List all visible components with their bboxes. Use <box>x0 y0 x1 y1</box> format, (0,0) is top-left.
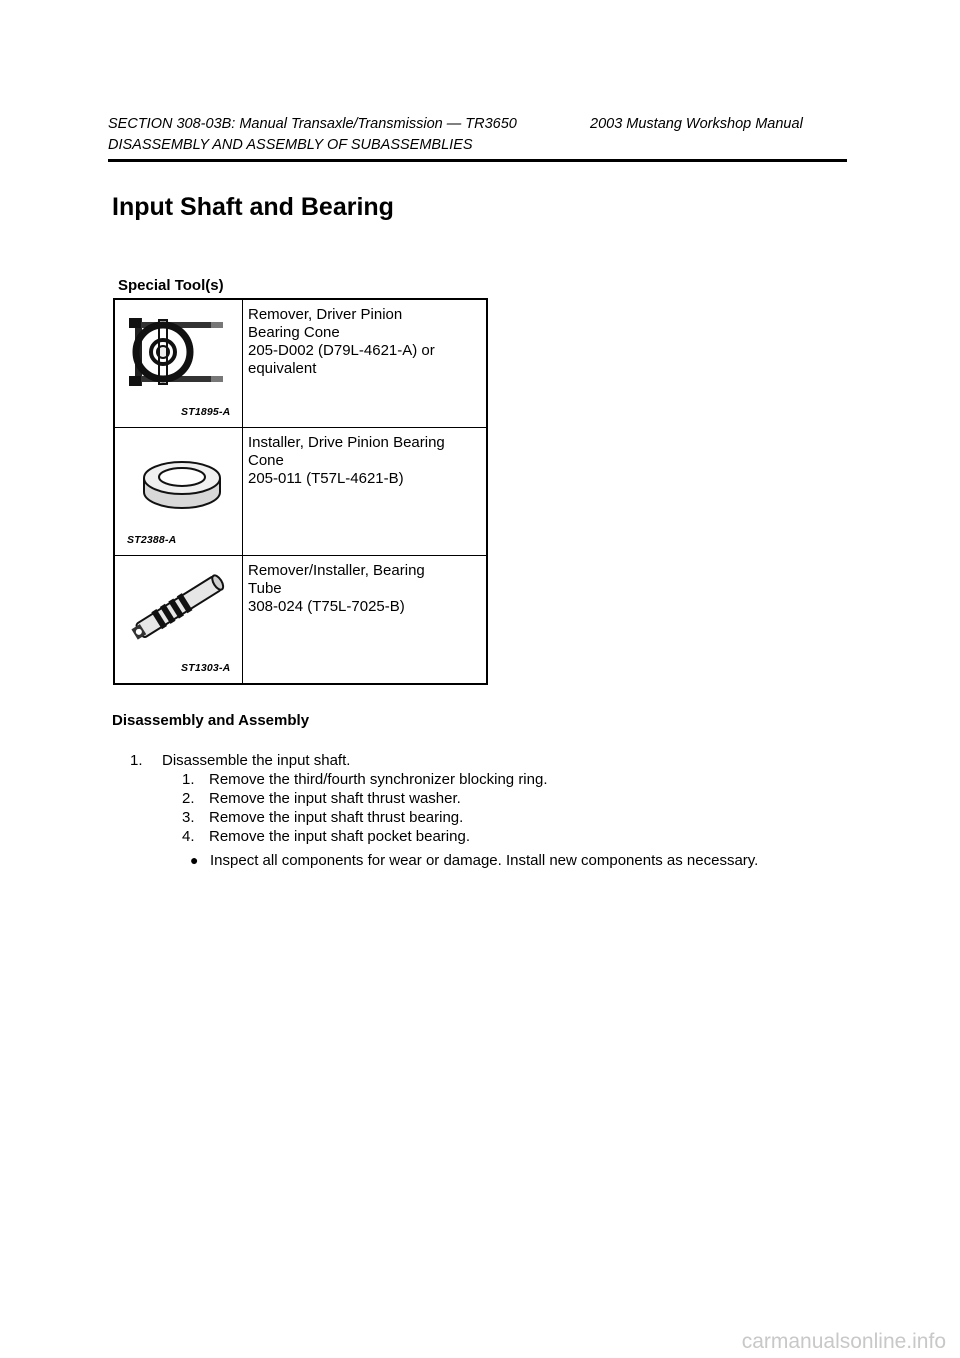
substep-number: 4. <box>182 828 195 845</box>
tool-line: 205-011 (T57L-4621-B) <box>248 470 404 487</box>
header-section: SECTION 308-03B: Manual Transaxle/Transmission — TR3650 <box>108 116 517 132</box>
tool-image-cell <box>114 556 243 685</box>
tool-description <box>243 299 488 428</box>
substep-item <box>182 827 758 846</box>
tool-description <box>243 428 488 556</box>
special-tools-heading: Special Tool(s) <box>118 277 224 294</box>
substep-text: Remove the input shaft pocket bearing. <box>209 828 470 845</box>
substep-item <box>182 770 758 789</box>
special-tools-table <box>113 298 488 685</box>
substep-item <box>182 789 758 808</box>
tool-row <box>114 428 487 556</box>
note-text: Inspect all components for wear or damage. Install new components as necessary. <box>210 852 759 869</box>
substep-number: 3. <box>182 809 195 826</box>
procedure-heading: Disassembly and Assembly <box>112 712 310 729</box>
substep-text: Remove the third/fourth synchronizer blocking ring. <box>209 771 548 788</box>
substep-number: 1. <box>182 771 195 788</box>
step-item <box>130 751 758 770</box>
substep-number: 2. <box>182 790 195 807</box>
tool-image-cell <box>114 299 243 428</box>
tool-line: 205-D002 (D79L-4621-A) or <box>248 342 435 359</box>
header-manual: 2003 Mustang Workshop Manual <box>590 116 803 132</box>
tool-row <box>114 556 487 685</box>
tool-line: Cone <box>248 452 284 469</box>
tool-line: Installer, Drive Pinion Bearing <box>248 434 445 451</box>
tool-code: ST1303-A <box>181 662 231 674</box>
tool-line: Tube <box>248 580 282 597</box>
tool-line: Remover/Installer, Bearing <box>248 562 425 579</box>
tool-image-cell <box>114 428 243 556</box>
tool-line: 308-024 (T75L-7025-B) <box>248 598 405 615</box>
substep-list <box>182 770 758 846</box>
tool-code: ST1895-A <box>181 406 231 418</box>
tool-row <box>114 299 487 428</box>
tool-line: Bearing Cone <box>248 324 340 341</box>
tool-code: ST2388-A <box>127 534 177 546</box>
substep-item <box>182 808 758 827</box>
header-subsection: DISASSEMBLY AND ASSEMBLY OF SUBASSEMBLIES <box>108 137 473 153</box>
bullet-icon: ● <box>190 852 199 868</box>
procedure-steps <box>130 751 758 870</box>
substep-text: Remove the input shaft thrust washer. <box>209 790 461 807</box>
step-number: 1. <box>130 752 143 769</box>
tool-description <box>243 556 488 685</box>
footer-watermark: carmanualsonline.info <box>741 1330 946 1353</box>
inspection-note <box>190 851 758 870</box>
tool-line: Remover, Driver Pinion <box>248 306 403 323</box>
step-text: Disassemble the input shaft. <box>162 752 351 769</box>
tool-line: equivalent <box>248 360 317 377</box>
header-rule <box>108 159 847 162</box>
substep-text: Remove the input shaft thrust bearing. <box>209 809 464 826</box>
page-title: Input Shaft and Bearing <box>112 193 394 221</box>
